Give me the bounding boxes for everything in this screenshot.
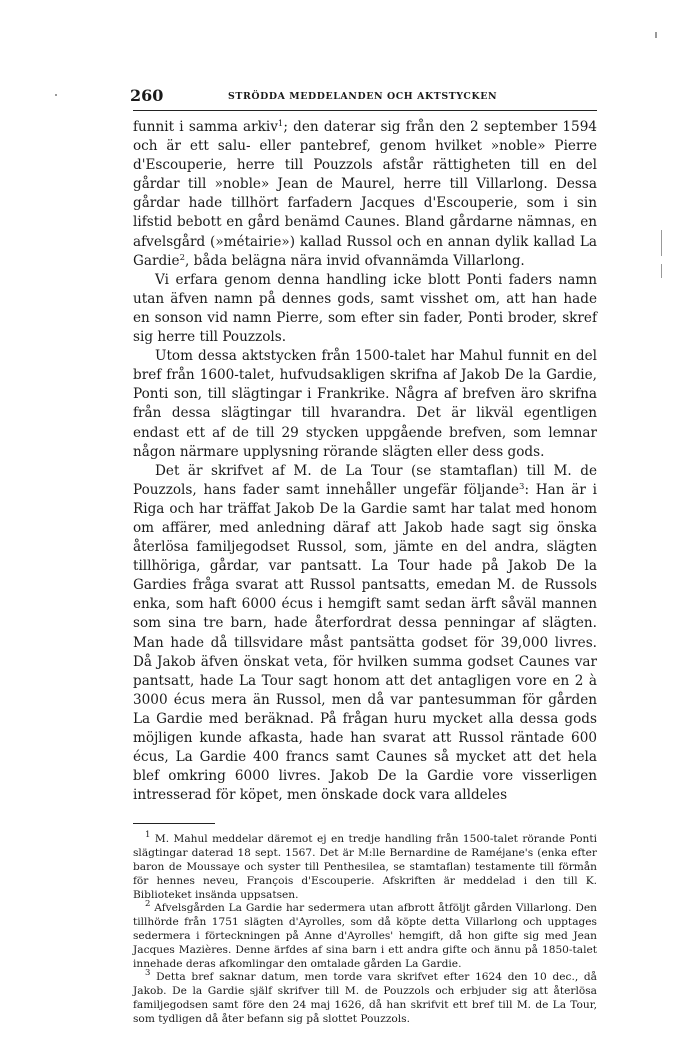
footnote-ref: 2 <box>179 252 185 263</box>
footnote-number: 3 <box>145 968 151 979</box>
scan-margin-line <box>661 230 662 256</box>
footnote-text: Detta bref saknar datum, men torde vara skrifvet efter 1624 den 10 dec., då Jakob. De la Gardie själf skrifver till M. de Pouzzols och erbjuder sig att återlösa familjegodsen samt före den 24 maj 1626, då han skrifvit ett bref till M. de La Tour, som tydligen då åter befann sig på slottet Pouzzols. <box>133 971 597 1025</box>
main-text <box>133 118 597 805</box>
footnote <box>133 830 597 902</box>
footnote <box>133 899 597 971</box>
scan-margin-line <box>661 264 662 278</box>
footnote-divider <box>133 823 215 824</box>
running-head: STRÖDDA MEDDELANDEN OCH AKTSTYCKEN <box>228 91 498 102</box>
footnotes <box>133 830 597 1026</box>
scan-speck <box>655 32 657 38</box>
footnote-number: 2 <box>145 899 151 910</box>
footnote-text: Afvelsgården La Gardie har sedermera utan afbrott åtföljt gården Villarlong. Den tillhörde från 1751 slägten d'Ayrolles, som då köpte detta Villarlong och upptages sedermera i förteckningen på Anne d'Ayrolles' hemgift, då hon gifte sig med Jean Jacques Mazières. Denne ärfdes af sina barn i ett andra gifte och ännu på 1850-talet innehade deras afkomlingar den omtalade gården La Gardie. <box>133 902 597 970</box>
page-header <box>130 86 597 111</box>
paragraph-text: ; den daterar sig från den 2 september 1594 och är ett salu- eller pantebref, genom hvilket »noble» Pierre d'Escouperie, herre till Pouzzols afstår rättigheten till en del gårdar till »noble» Jean de Maurel, herre till Villarlong. Dessa gårdar hade tillhört farfadern Jacques d'Escouperie, som i sin lifstid bebott en gård benämd Caunes. Bland gårdarne nämnas, en afvelsgård (»métairie») kallad Russol och en annan dylik kallad La Gardie <box>133 119 597 269</box>
paragraph <box>133 462 597 806</box>
paragraph <box>133 118 597 271</box>
footnote-ref: 1 <box>277 119 284 129</box>
paragraph: Vi erfara genom denna handling icke blott Ponti faders namn utan äfven namn på dennes gods, samt visshet om, att han hade en sonson vid namn Pierre, som efter sin fader, Ponti broder, skref sig herre till Pouzzols. <box>133 271 597 346</box>
page-number: 260 <box>130 86 164 105</box>
footnote-ref: 3 <box>519 481 525 492</box>
footnote <box>133 968 597 1026</box>
footnote-number: 1 <box>145 830 151 841</box>
paragraph-text: funnit i samma arkiv <box>133 119 278 135</box>
footnote-text: M. Mahul meddelar däremot ej en tredje handling från 1500-talet rörande Ponti slägtingar daterad 18 sept. 1567. Det är M:lle Bernardine de Raméjane's (enka efter baron de Moussaye och syster till Penthesilea, se stamtaflan) testamente till förmån för hennes neveu, François d'Escouperie. Afskriften är meddelad i den till K. Biblioteket insända uppsatsen. <box>133 833 597 901</box>
scan-speck <box>55 94 57 96</box>
paragraph-text: : Han är i Riga och har träffat Jakob De la Gardie samt har talat med honom om affärer, med anledning däraf att Jakob hade sagt sig önska återlösa familjegodset Russol, som, jämte en del andra, slägten tillhöriga, gårdar, var pantsatt. La Tour hade på Jakob De la Gardies fråga svarat att Russol pantsatts, emedan M. de Russols enka, som haft 6000 écus i hemgift samt sedan ärft såväl mannen som sina tre barn, hade återfordrat dessa penningar af slägten. Man hade då tillsvidare måst pantsätta godset för 39,000 livres. Då Jakob äfven önskat veta, för hvilken summa godset Caunes var pantsatt, hade La Tour sagt honom att det antagligen vore en 2 à 3000 écus mera än Russol, men då var pantesumman för gården La Gardie med beräknad. På frågan huru mycket alla dessa gods möjligen kunde afkasta, hade han svarat att Russol räntade 600 écus, La Gardie 400 francs samt Caunes så mycket att det hela blef omkring 6000 livres. Jakob De la Gardie vore visserligen intresserad för köpet, men önskade dock vara alldeles <box>133 481 597 804</box>
paragraph-text: Det är skrifvet af M. de La Tour (se stamtaflan) till M. de Pouzzols, hans fader samt innehåller ungefär följande <box>133 462 597 498</box>
paragraph: Utom dessa aktstycken från 1500-talet har Mahul funnit en del bref från 1600-talet, hufvudsakligen skrifna af Jakob De la Gardie, Ponti son, till slägtingar i Frankrike. Några af brefven äro skrifna från dessa slägtingar till hvarandra. Det är likväl egentligen endast ett af de till 29 stycken uppgående brefven, som lemnar någon närmare upplysning rörande slägten eller dess gods. <box>133 348 597 460</box>
paragraph-text: , båda belägna nära invid ofvannämda Villarlong. <box>184 252 525 269</box>
book-page <box>130 86 597 1027</box>
